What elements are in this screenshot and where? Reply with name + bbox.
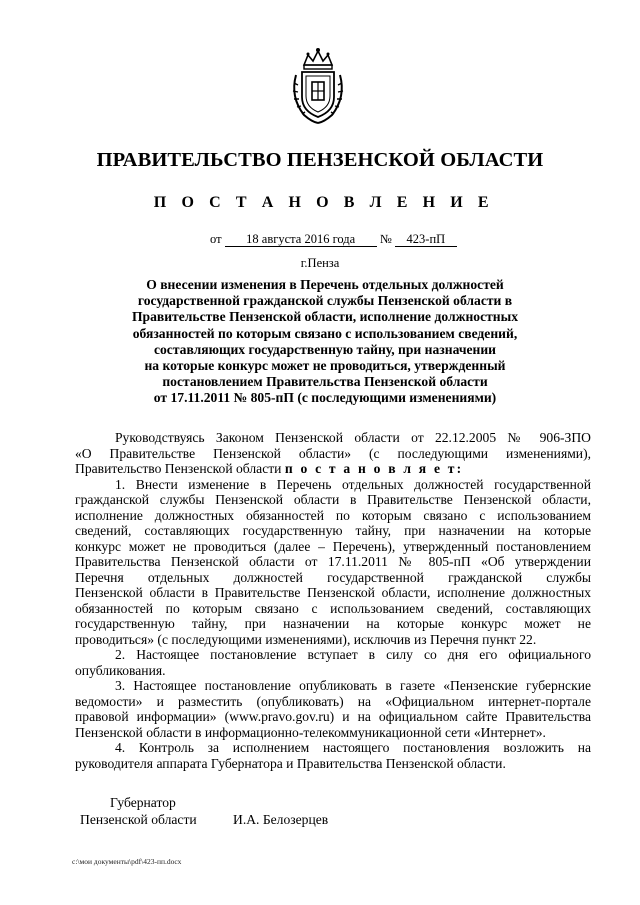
intro-line-decree <box>75 461 591 477</box>
document-type: П О С Т А Н О В Л Е Н И Е <box>153 194 495 211</box>
title-line: составляющих государственную тайну, при назначении <box>153 341 497 357</box>
paragraph-3-line: правовой информации» (www.pravo.gov.ru) и на официальном сайте Правительства <box>75 709 591 724</box>
document-date: 18 августа 2016 года <box>225 232 377 247</box>
title-line: государственной гражданской службы Пензенской области в <box>137 293 513 309</box>
paragraph-1-line: 1. Внести изменение в Перечень отдельных должностей государственной <box>115 476 591 492</box>
title-line: от 17.11.2011 № 805-пП (с последующими изменениями) <box>153 390 497 406</box>
paragraph-2-line: опубликования. <box>75 662 166 678</box>
paragraph-3-line: Пензенской области в информационно-телекоммуникационной сети «Интернет». <box>75 724 546 740</box>
paragraph-1-line: Пензенской области в Правительстве Пензенской области, исполнение должностных <box>75 585 591 600</box>
signatory-name: И.А. Белозерцев <box>233 812 329 827</box>
paragraph-1-line: Правительства Пензенской области от 17.11.2011 № 805-пП «Об утверждении <box>75 554 591 569</box>
date-number-line <box>210 231 457 247</box>
paragraph-4-line: руководителя аппарата Губернатора и Правительства Пензенской области. <box>75 755 506 771</box>
title-line: на которые конкурс может не проводиться, утвержденный <box>144 358 506 374</box>
intro-line: Руководствуясь Законом Пензенской области от 22.12.2005 № 906-ЗПО <box>115 430 591 445</box>
paragraph-1-line: конкурс может не проводиться (далее – Перечень), утвержденный постановлением <box>75 538 591 554</box>
decree-word: п о с т а н о в л я е т: <box>284 461 464 476</box>
document-title <box>100 277 550 407</box>
paragraph-3-line: ведомости» и разместить (опубликовать) на «Официальном интернет-портале <box>75 693 591 709</box>
coat-of-arms-icon <box>286 45 350 125</box>
file-path-footer: c:\мои документы\pdf\423-пп.docx <box>72 857 182 866</box>
paragraph-1-line: обязанностей по которым связано с использованием сведений, составляющих <box>75 600 591 616</box>
paragraph-1-line: Перечня отдельных должностей государственной гражданской службы <box>75 569 591 585</box>
paragraph-1-line: сведений, составляющих государственную тайну, при назначении на которые <box>75 523 591 538</box>
from-label: от <box>210 232 222 246</box>
title-line: О внесении изменения в Перечень отдельных должностей <box>146 277 504 292</box>
title-line: обязанностей по которым связано с использованием сведений, <box>132 325 518 341</box>
document-city: г.Пенза <box>300 256 340 270</box>
paragraph-1-line: государственную тайну, при назначении на которые конкурс может не <box>75 616 591 631</box>
signatory-region: Пензенской области <box>80 812 197 827</box>
paragraph-3-line: 3. Настоящее постановление опубликовать в газете «Пензенские губернские <box>115 678 591 693</box>
number-sign: № <box>379 232 392 246</box>
paragraph-2-line: 2. Настоящее постановление вступает в силу со дня его официального <box>115 647 591 662</box>
paragraph-1-line: гражданской службы Пензенской области в Правительстве Пензенской области, <box>75 492 591 507</box>
document-body <box>75 430 591 771</box>
title-line: Правительстве Пензенской области, исполнение должностных <box>131 309 519 325</box>
intro-line-text: Правительство Пензенской области <box>75 461 282 476</box>
paragraph-1-line: проводиться» (с последующими изменениями), исключив из Перечня пункт 22. <box>75 631 537 647</box>
signatory-position: Губернатор <box>110 795 176 810</box>
paragraph-1-line: исполнение должностных обязанностей по которым связано с использованием <box>75 507 591 523</box>
document-number: 423-пП <box>395 232 457 247</box>
intro-line: «О Правительстве Пензенской области» (с последующими изменениями), <box>75 445 591 461</box>
title-line: постановлением Правительства Пензенской области <box>162 374 488 390</box>
government-name: ПРАВИТЕЛЬСТВО ПЕНЗЕНСКОЙ ОБЛАСТИ <box>96 149 544 171</box>
paragraph-4-line: 4. Контроль за исполнением настоящего постановления возложить на <box>115 740 591 755</box>
